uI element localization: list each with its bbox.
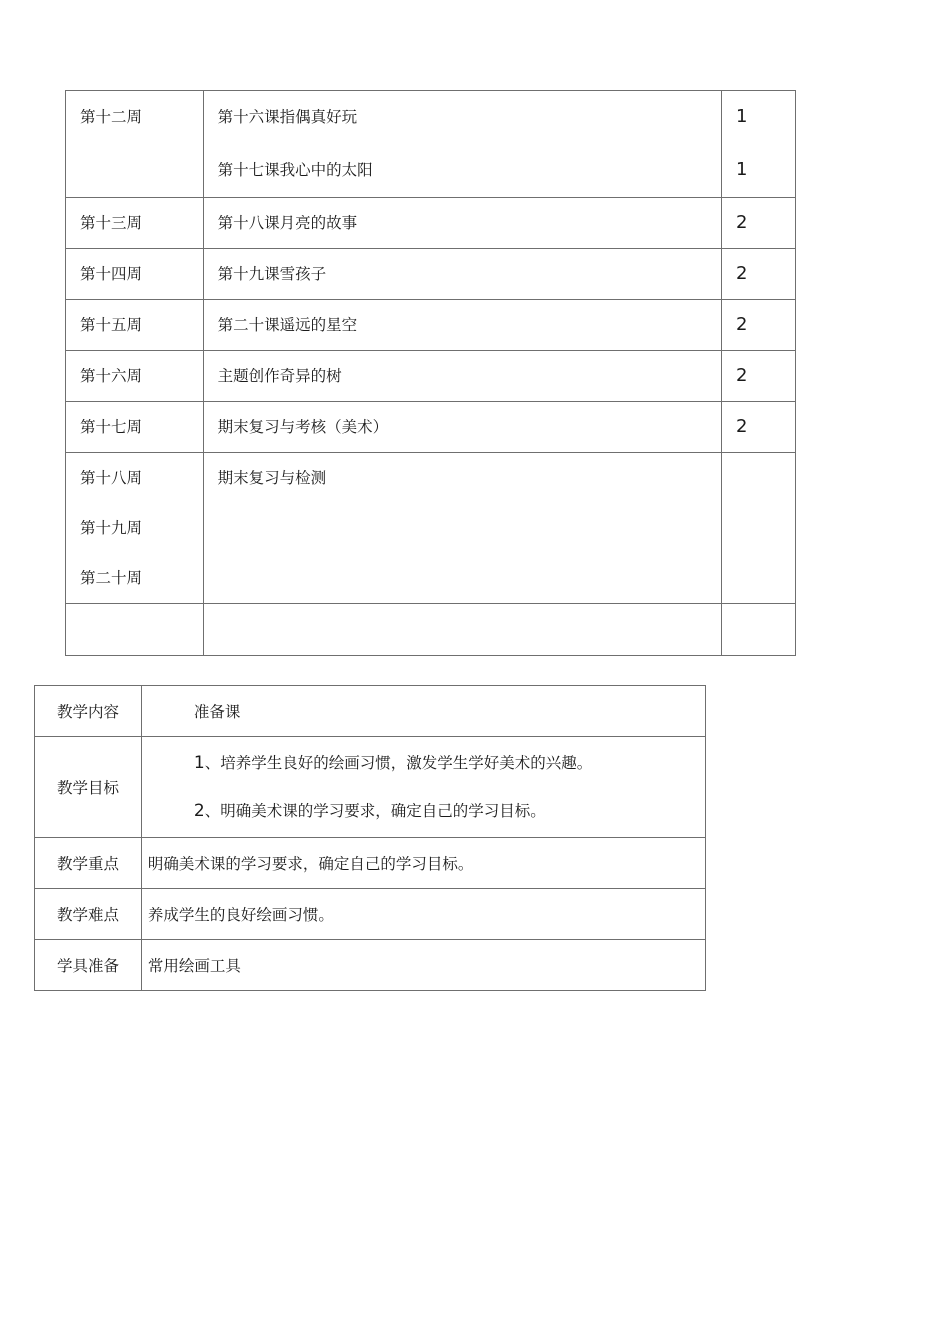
hours-cell (722, 351, 796, 402)
lesson-cell (203, 604, 721, 656)
table-row (66, 300, 796, 351)
lesson-cell (203, 402, 721, 453)
lesson-title: 第十七课我心中的太阳 (217, 161, 373, 179)
table-row (66, 198, 796, 249)
hours-value: 2 (736, 314, 748, 335)
content-label: 教学内容 (35, 686, 142, 737)
goal-text: 、培养学生良好的绘画习惯，激发学生学好美术的兴趣。 (204, 754, 593, 772)
lesson-cell (203, 249, 721, 300)
hours-value: 1 (736, 159, 748, 180)
tools-value: 常用绘画工具 (141, 940, 705, 991)
hours-cell (722, 91, 796, 198)
lesson-title: 期末复习与考核（美术） (217, 418, 389, 436)
lesson-title: 第十六课指偶真好玩 (217, 108, 358, 126)
hours-value: 2 (736, 212, 748, 233)
lesson-plan-table (34, 685, 706, 991)
lesson-title: 第二十课遥远的星空 (217, 316, 358, 334)
lesson-cell (203, 453, 721, 604)
hours-cell (722, 604, 796, 656)
lesson-cell (203, 198, 721, 249)
week-label: 第十九周 (80, 519, 143, 537)
week-cell (66, 604, 204, 656)
goal-text: 、明确美术课的学习要求，确定自己的学习目标。 (204, 802, 546, 820)
table-row (66, 351, 796, 402)
table-row (66, 91, 796, 198)
table-row (66, 402, 796, 453)
table-row (35, 737, 706, 838)
week-cell (66, 351, 204, 402)
difficulty-value: 养成学生的良好绘画习惯。 (141, 889, 705, 940)
lesson-title: 第十九课雪孩子 (217, 265, 327, 283)
week-label: 第十三周 (80, 214, 143, 232)
hours-value: 2 (736, 416, 748, 437)
hours-value: 1 (736, 106, 748, 127)
goal-number: 2 (193, 801, 205, 821)
lesson-title: 主题创作奇异的树 (217, 367, 342, 385)
lesson-title: 期末复习与检测 (217, 469, 327, 487)
hours-value: 2 (736, 263, 748, 284)
week-label: 第十六周 (80, 367, 143, 385)
goal-number: 1 (193, 753, 205, 773)
table-row (35, 686, 706, 737)
week-cell (66, 249, 204, 300)
table-row (66, 249, 796, 300)
goal-item (148, 739, 705, 787)
week-label: 第十七周 (80, 418, 143, 436)
week-label: 第十四周 (80, 265, 143, 283)
week-cell (66, 402, 204, 453)
week-label: 第十八周 (80, 469, 143, 487)
week-cell (66, 91, 204, 198)
hours-cell (722, 402, 796, 453)
goal-item (148, 787, 705, 835)
difficulty-label: 教学难点 (35, 889, 142, 940)
week-cell (66, 300, 204, 351)
hours-cell (722, 249, 796, 300)
table-row (35, 889, 706, 940)
table-row (66, 453, 796, 604)
schedule-table (65, 90, 796, 656)
table-row (35, 838, 706, 889)
tools-label: 学具准备 (35, 940, 142, 991)
key-point-value: 明确美术课的学习要求，确定自己的学习目标。 (141, 838, 705, 889)
lesson-cell (203, 300, 721, 351)
lesson-cell (203, 351, 721, 402)
content-value-cell (141, 686, 705, 737)
hours-cell (722, 300, 796, 351)
week-cell (66, 198, 204, 249)
key-point-label: 教学重点 (35, 838, 142, 889)
week-label: 第十五周 (80, 316, 143, 334)
content-value: 准备课 (193, 703, 241, 721)
goals-label: 教学目标 (35, 737, 142, 838)
lesson-cell (203, 91, 721, 198)
hours-cell (722, 453, 796, 604)
goals-cell (141, 737, 705, 838)
week-label: 第十二周 (80, 108, 143, 126)
lesson-title: 第十八课月亮的故事 (217, 214, 358, 232)
table-row (35, 940, 706, 991)
hours-cell (722, 198, 796, 249)
hours-value: 2 (736, 365, 748, 386)
week-cell (66, 453, 204, 604)
week-label: 第二十周 (80, 569, 143, 587)
table-row (66, 604, 796, 656)
